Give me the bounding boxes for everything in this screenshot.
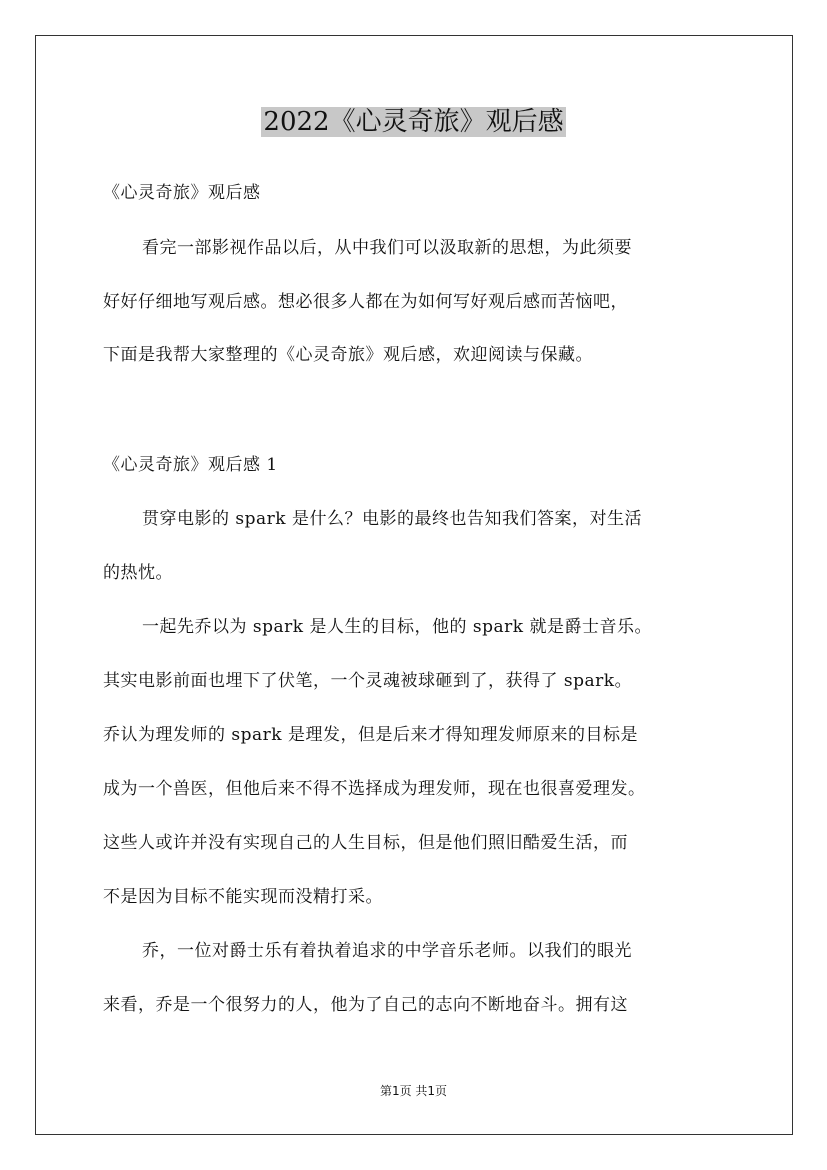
- body-line: 贯穿电影的 spark 是什么？电影的最终也告知我们答案，对生活: [142, 509, 642, 529]
- body-line: 成为一个兽医，但他后来不得不选择成为理发师，现在也很喜爱理发。: [103, 779, 646, 799]
- body-line: 乔，一位对爵士乐有着执着追求的中学音乐老师。以我们的眼光: [142, 941, 632, 961]
- intro-heading: 《心灵奇旅》观后感: [103, 183, 261, 203]
- page-number: 第1页 共1页: [379, 1084, 448, 1098]
- intro-line: 好好仔细地写观后感。想必很多人都在为如何写好观后感而苦恼吧，: [103, 292, 628, 312]
- body-line: 来看，乔是一个很努力的人，他为了自己的志向不断地奋斗。拥有这: [103, 995, 628, 1015]
- body-line: 的热忱。: [103, 563, 173, 583]
- body-line: 这些人或许并没有实现自己的人生目标，但是他们照旧酷爱生活，而: [103, 833, 628, 853]
- intro-line: 看完一部影视作品以后，从中我们可以汲取新的思想，为此须要: [142, 238, 632, 258]
- document-title: 2022《心灵奇旅》观后感: [263, 107, 564, 137]
- intro-line: 下面是我帮大家整理的《心灵奇旅》观后感，欢迎阅读与保藏。: [103, 345, 593, 365]
- body-line: 其实电影前面也埋下了伏笔，一个灵魂被球砸到了，获得了 spark。: [103, 671, 633, 691]
- body-line: 一起先乔以为 spark 是人生的目标，他的 spark 就是爵士音乐。: [142, 617, 652, 637]
- body-line: 不是因为目标不能实现而没精打采。: [103, 887, 383, 907]
- section-heading: 《心灵奇旅》观后感 1: [103, 455, 278, 475]
- body-line: 乔认为理发师的 spark 是理发，但是后来才得知理发师原来的目标是: [103, 725, 638, 745]
